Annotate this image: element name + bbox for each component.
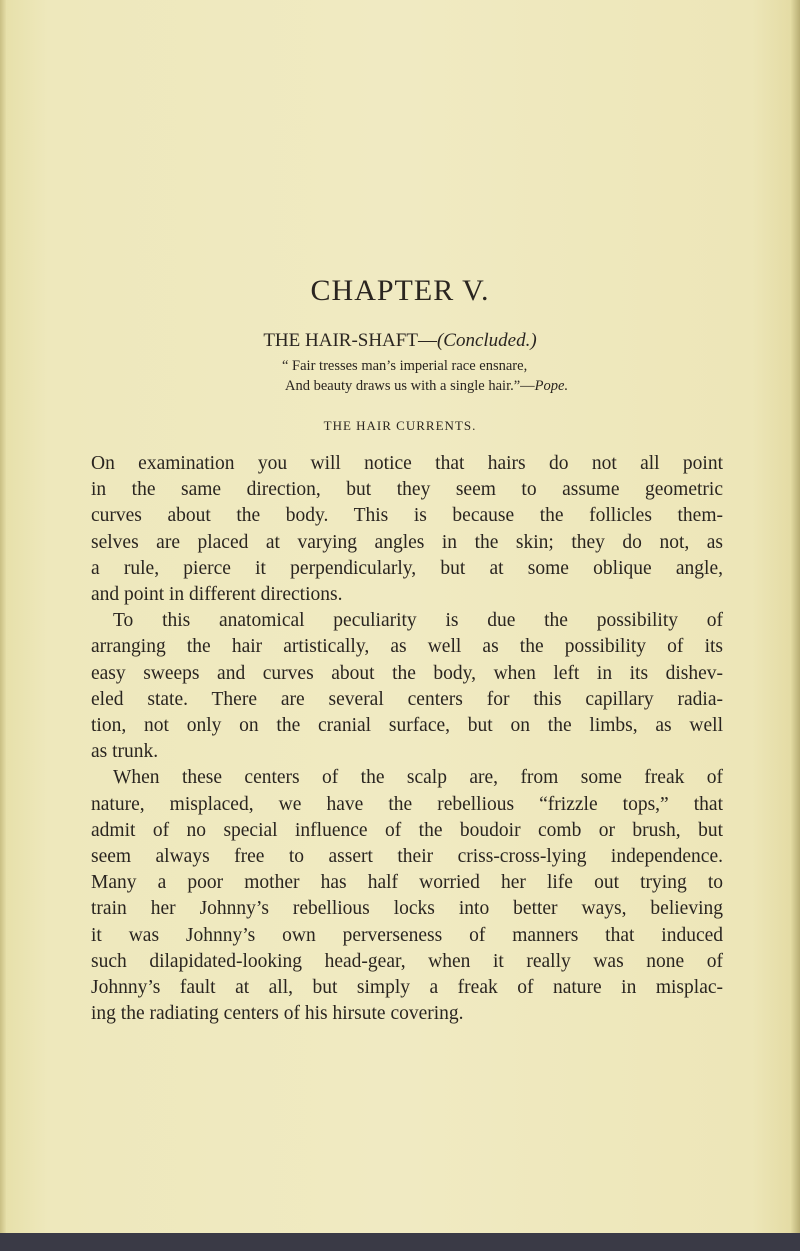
paragraph-1	[91, 451, 723, 608]
paragraph-3	[91, 765, 723, 1027]
epigraph	[282, 356, 762, 396]
text-line: nature, misplaced, we have the rebellious “frizzle tops,” that	[91, 793, 723, 815]
text-line: and point in different directions.	[91, 584, 343, 606]
text-line: it was Johnny’s own perverseness of manners that induced	[91, 924, 723, 946]
section-title	[0, 330, 800, 352]
page-left-edge	[0, 0, 6, 1251]
text-line: seem always free to assert their criss-cross-lying independence.	[91, 846, 723, 868]
text-line: as trunk.	[91, 741, 159, 763]
text-line: selves are placed at varying angles in the skin; they do not, as	[91, 531, 723, 553]
text-line: When these centers of the scalp are, from some freak of	[113, 767, 723, 789]
page-right-edge	[790, 0, 800, 1251]
subheading: THE HAIR CURRENTS.	[323, 418, 477, 433]
text-line: such dilapidated-looking head-gear, when it really was none of	[91, 950, 723, 972]
text-line: arranging the hair artistically, as well as the possibility of its	[91, 636, 723, 658]
text-line: a rule, pierce it perpendicularly, but at some oblique angle,	[91, 557, 723, 579]
text-line: curves about the body. This is because the follicles them-	[91, 505, 723, 527]
text-line: On examination you will notice that hairs do not all point	[91, 453, 723, 474]
text-line: Many a poor mother has half worried her life out trying to	[91, 872, 723, 894]
text-line: in the same direction, but they seem to assume geometric	[91, 479, 723, 501]
text-line: Johnny’s fault at all, but simply a freak of nature in misplac-	[91, 977, 723, 999]
paragraph-2	[91, 608, 723, 765]
epigraph-line-1: “ Fair tresses man’s imperial race ensnare,	[282, 358, 528, 374]
text-line: To this anatomical peculiarity is due the possibility of	[113, 610, 723, 632]
text-line: train her Johnny’s rebellious locks into better ways, believing	[91, 898, 723, 920]
text-line: tion, not only on the cranial surface, but on the limbs, as well	[91, 715, 723, 737]
epigraph-line-2	[282, 376, 762, 396]
text-line: eled state. There are several centers for this capillary radia-	[91, 688, 723, 710]
chapter-title: CHAPTER V.	[310, 274, 490, 307]
text-line: easy sweeps and curves about the body, when left in its dishev-	[91, 662, 723, 684]
scan-bottom-edge	[0, 1233, 800, 1251]
section-qualifier: (Concluded.)	[436, 330, 537, 351]
text-line: admit of no special influence of the boudoir comb or brush, but	[91, 819, 723, 841]
text-line: ing the radiating centers of his hirsute covering.	[91, 1003, 464, 1025]
section-title-text: THE HAIR-SHAFT—	[263, 330, 437, 351]
body-text	[91, 451, 723, 1027]
epigraph-author: Pope.	[534, 378, 569, 394]
epigraph-line-2-text: And beauty draws us with a single hair.”—	[285, 378, 535, 394]
